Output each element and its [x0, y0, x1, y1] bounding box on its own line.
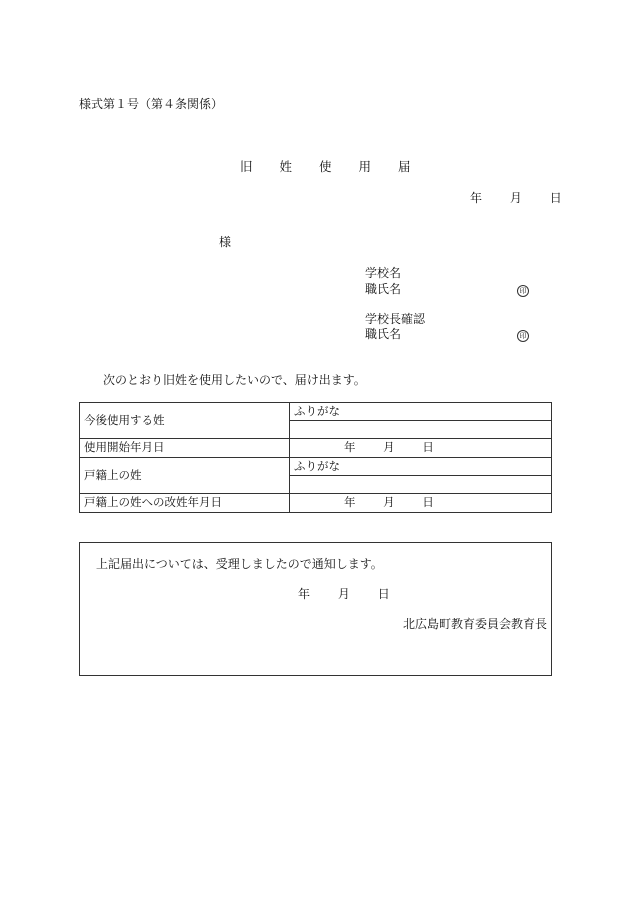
- year-label: 年: [344, 495, 356, 510]
- year-label: 年: [344, 440, 356, 455]
- title-char: 使: [319, 159, 332, 174]
- notice-text: 上記届出については、受理しましたので通知します。: [96, 557, 383, 571]
- start-date-label: 使用開始年月日: [80, 439, 290, 458]
- start-date-field[interactable]: [290, 439, 552, 458]
- future-furigana-field[interactable]: ふりがな: [290, 403, 552, 421]
- day-label: 日: [422, 440, 434, 455]
- title-char: 姓: [279, 159, 293, 174]
- seal-icon: [517, 328, 529, 342]
- principal-name-label: 職氏名: [365, 327, 402, 341]
- acceptance-notice-box: [79, 542, 552, 676]
- year-label: 年: [470, 191, 483, 205]
- title-char: 届: [398, 159, 411, 174]
- register-furigana-field[interactable]: ふりがな: [290, 458, 552, 476]
- form-number: 様式第１号（第４条関係）: [79, 97, 224, 111]
- submission-date: [470, 192, 562, 204]
- day-label: 日: [422, 495, 434, 510]
- day-label: 日: [377, 587, 390, 601]
- staff-name-label: 職氏名: [365, 282, 402, 296]
- register-surname-label: 戸籍上の姓: [80, 458, 290, 494]
- seal-mark: 印: [517, 285, 529, 297]
- register-change-date-field[interactable]: [290, 494, 552, 513]
- principal-confirm-label: 学校長確認: [365, 312, 426, 326]
- month-label: 月: [337, 587, 350, 601]
- future-surname-label: 今後使用する姓: [80, 403, 290, 439]
- title-char: 用: [358, 159, 372, 174]
- year-label: 年: [298, 587, 311, 601]
- seal-mark: 印: [517, 330, 529, 342]
- title-char: 旧: [240, 159, 253, 174]
- month-label: 月: [383, 440, 395, 455]
- notice-date: [298, 588, 390, 600]
- month-label: 月: [509, 191, 522, 205]
- statement: 次のとおり旧姓を使用したいので、届け出ます。: [103, 373, 366, 387]
- register-change-date-label: 戸籍上の姓への改姓年月日: [80, 494, 290, 513]
- addressee-suffix: 様: [219, 235, 232, 249]
- register-surname-field[interactable]: [290, 476, 552, 494]
- form-table: [79, 402, 552, 513]
- page-title: [240, 161, 411, 174]
- seal-icon: [517, 283, 529, 297]
- month-label: 月: [383, 495, 395, 510]
- issuer-name: 北広島町教育委員会教育長: [402, 617, 547, 631]
- future-surname-field[interactable]: [290, 421, 552, 439]
- day-label: 日: [549, 191, 562, 205]
- school-name-label: 学校名: [365, 266, 402, 280]
